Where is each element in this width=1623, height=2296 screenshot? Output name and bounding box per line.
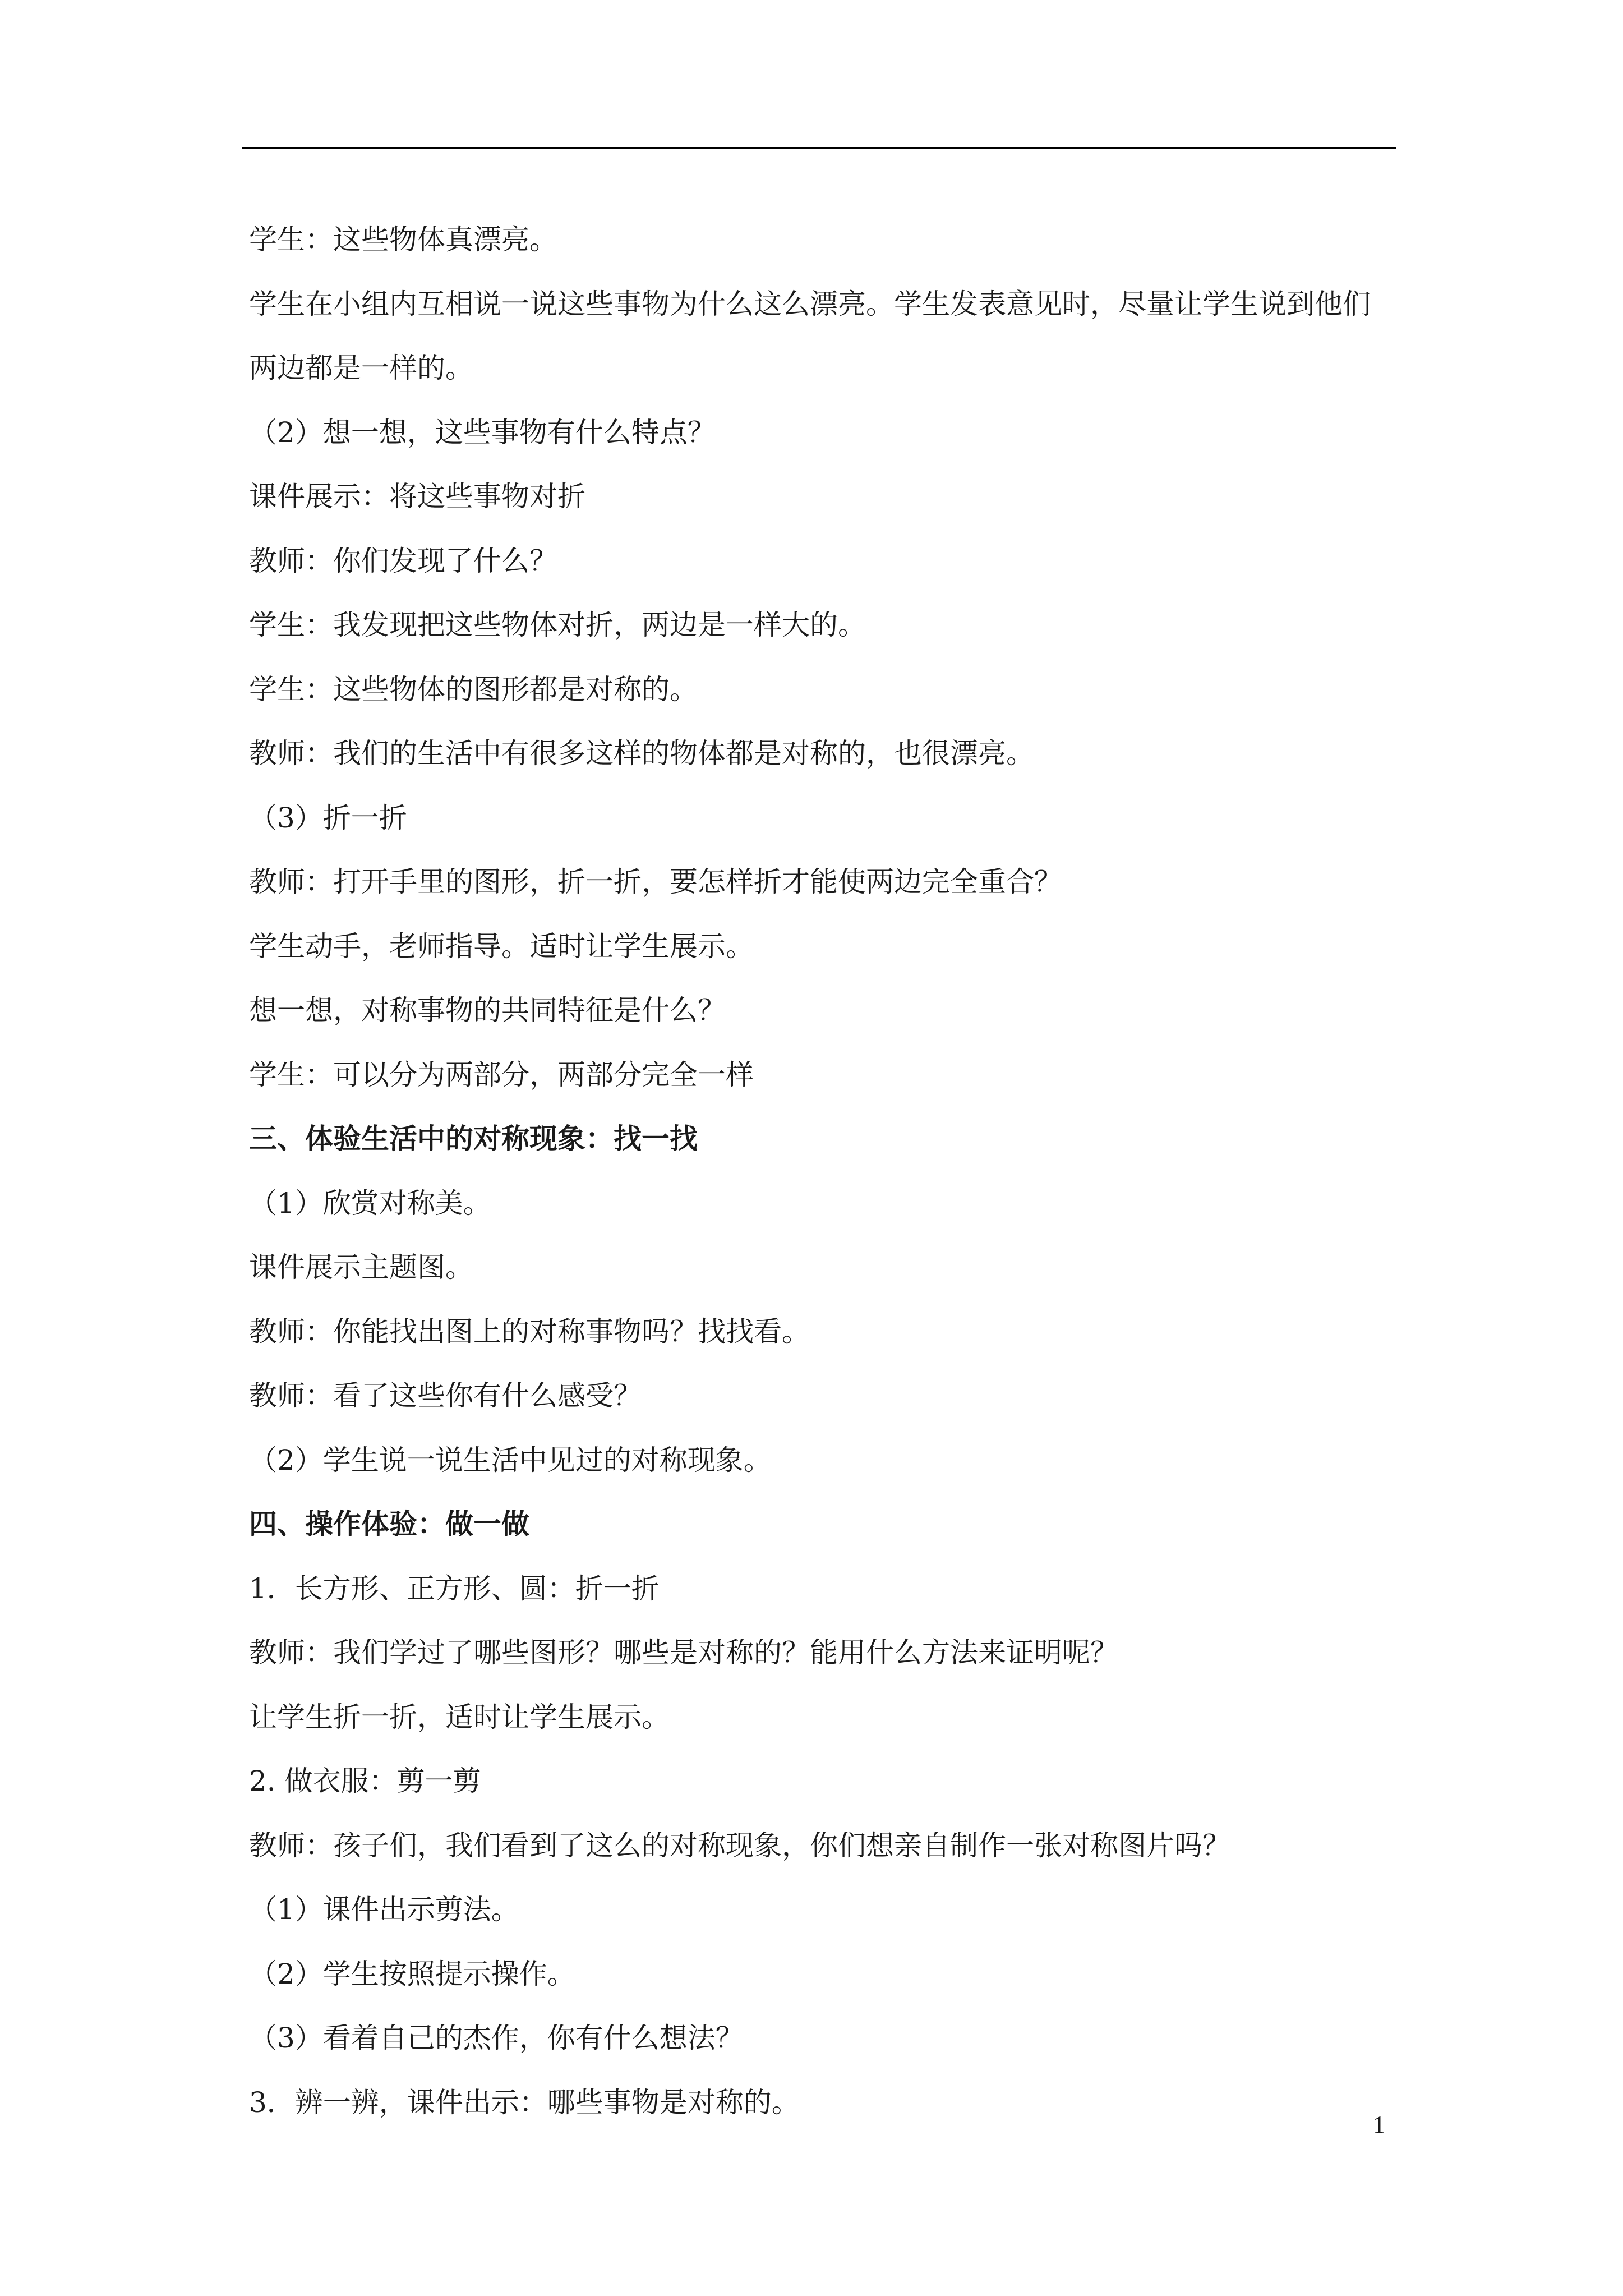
- paragraph: 教师：孩子们，我们看到了这么的对称现象，你们想亲自制作一张对称图片吗？: [249, 1829, 1230, 1862]
- paragraph: 教师：你能找出图上的对称事物吗？找找看。: [249, 1315, 810, 1348]
- section-heading: 四、操作体验：做一做: [249, 1507, 529, 1540]
- paragraph: 学生：我发现把这些物体对折，两边是一样大的。: [249, 609, 866, 641]
- document-body: [249, 208, 1393, 2134]
- paragraph: 让学生折一折，适时让学生展示。: [249, 1700, 670, 1733]
- section-heading: 三、体验生活中的对称现象：找一找: [249, 1122, 698, 1155]
- paragraph: 学生：可以分为两部分，两部分完全一样: [249, 1058, 754, 1091]
- paragraph: （2）想一想，这些事物有什么特点？: [249, 416, 716, 449]
- paragraph: 想一想，对称事物的共同特征是什么？: [249, 994, 726, 1027]
- paragraph: （1）课件出示剪法。: [249, 1893, 519, 1926]
- paragraph: 3．辨一辨，课件出示：哪些事物是对称的。: [249, 2086, 800, 2119]
- paragraph: 课件展示：将这些事物对折: [249, 480, 585, 513]
- paragraph: 教师：我们的生活中有很多这样的物体都是对称的，也很漂亮。: [249, 737, 1034, 770]
- paragraph: 2. 做衣服：剪一剪: [249, 1765, 481, 1797]
- paragraph: （3）看着自己的杰作，你有什么想法？: [249, 2022, 744, 2054]
- paragraph: 学生：这些物体的图形都是对称的。: [249, 673, 698, 706]
- paragraph: 教师：你们发现了什么？: [249, 544, 557, 577]
- paragraph: （1）欣赏对称美。: [249, 1186, 491, 1220]
- paragraph: 教师：我们学过了哪些图形？哪些是对称的？能用什么方法来证明呢？: [249, 1636, 1118, 1669]
- paragraph: 教师：打开手里的图形，折一折，要怎样折才能使两边完全重合？: [249, 866, 1062, 898]
- paragraph: 学生在小组内互相说一说这些事物为什么这么漂亮。学生发表意见时，尽量让学生说到他们两边都是一样的。: [249, 287, 1371, 384]
- header-rule: [242, 147, 1396, 149]
- paragraph: 教师：看了这些你有什么感受？: [249, 1379, 642, 1412]
- paragraph: 1．长方形、正方形、圆：折一折: [249, 1572, 660, 1605]
- paragraph: （2）学生说一说生活中见过的对称现象。: [249, 1443, 772, 1476]
- page-number: 1: [1373, 2111, 1385, 2138]
- paragraph: 课件展示主题图。: [249, 1251, 473, 1283]
- paragraph: （2）学生按照提示操作。: [249, 1957, 575, 1990]
- paragraph: 学生动手，老师指导。适时让学生展示。: [249, 930, 754, 963]
- paragraph: 学生：这些物体真漂亮。: [249, 223, 557, 256]
- paragraph: （3）折一折: [249, 801, 407, 834]
